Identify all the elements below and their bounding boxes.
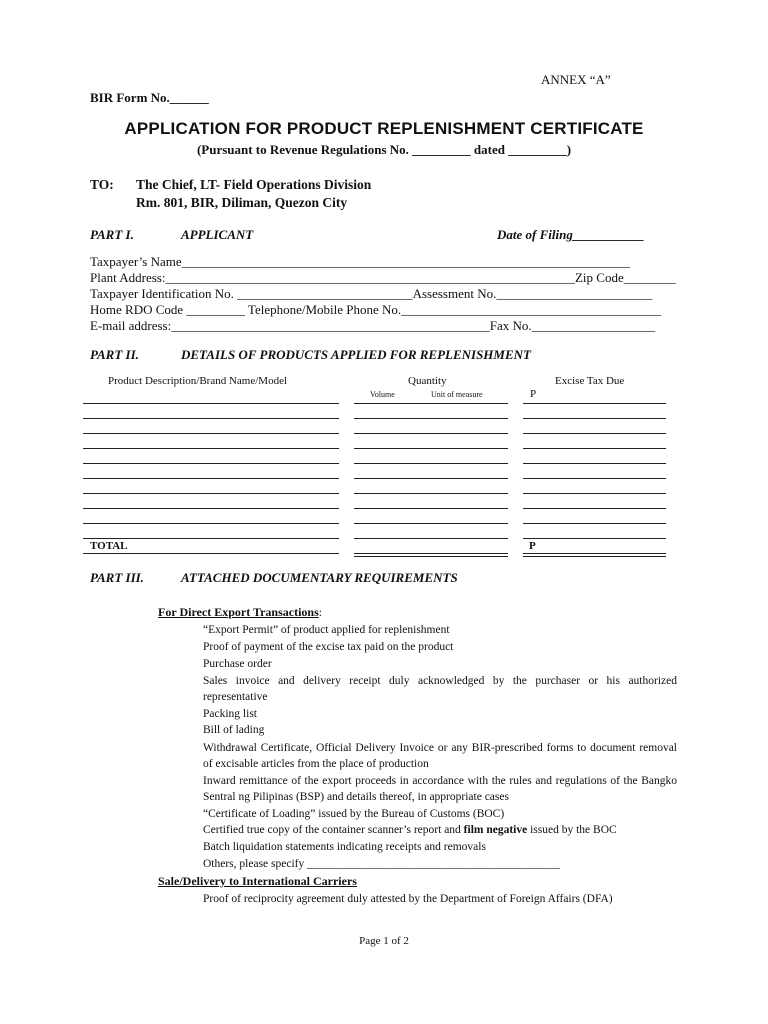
bir-form-number: BIR Form No.______	[90, 90, 209, 105]
table-row-line[interactable]	[83, 508, 339, 509]
volume-subheader: Volume	[370, 390, 395, 399]
requirement-item: Withdrawal Certificate, Official Delivery Invoice or any BIR-prescribed forms to document removal of excisable articles from the place of production	[203, 742, 677, 771]
table-row-line[interactable]	[83, 463, 339, 464]
requirement-item: Proof of payment of the excise tax paid on the product	[203, 641, 454, 653]
date-of-filing-field[interactable]: Date of Filing___________	[497, 227, 645, 242]
part3-heading	[90, 570, 458, 586]
taxpayer-name-field[interactable]: Taxpayer’s Name_____________________________________________________________________	[90, 254, 631, 269]
direct-export-heading	[158, 605, 322, 620]
total-double-underline	[354, 556, 508, 557]
direct-export-heading-text: For Direct Export Transactions	[158, 605, 319, 619]
table-row-line[interactable]	[83, 403, 339, 404]
part2-title: DETAILS OF PRODUCTS APPLIED FOR REPLENISHMENT	[181, 347, 531, 362]
table-row-line[interactable]	[523, 463, 666, 464]
table-row-line[interactable]	[354, 478, 508, 479]
quantity-column-header: Quantity	[408, 375, 447, 387]
unit-subheader: Unit of measure	[431, 390, 483, 399]
total-currency: P	[529, 540, 536, 552]
total-label: TOTAL	[90, 540, 128, 552]
page-title: APPLICATION FOR PRODUCT REPLENISHMENT CERTIFICATE	[124, 119, 644, 138]
total-underline[interactable]	[83, 553, 339, 554]
addressee-line-1	[90, 177, 371, 193]
page-subtitle: (Pursuant to Revenue Regulations No. _________ dated _________)	[196, 142, 572, 157]
requirement-item: “Export Permit” of product applied for replenishment	[203, 624, 450, 636]
addressee-line-2: Rm. 801, BIR, Diliman, Quezon City	[136, 195, 348, 210]
part1-title: APPLICANT	[181, 227, 254, 242]
addressee-office: The Chief, LT- Field Operations Division	[136, 177, 372, 192]
table-row-line[interactable]	[523, 493, 666, 494]
plant-address-field[interactable]: Plant Address:_______________________________________________________________Zip Code________	[90, 270, 676, 285]
table-row-line[interactable]	[354, 523, 508, 524]
table-row-line[interactable]	[354, 433, 508, 434]
requirement-item: Purchase order	[203, 658, 272, 670]
part2-heading	[90, 347, 531, 363]
table-row-line[interactable]	[83, 523, 339, 524]
total-underline[interactable]	[354, 553, 508, 554]
film-negative-text: film negative	[463, 824, 528, 836]
table-row-line[interactable]	[354, 463, 508, 464]
annex-label: ANNEX “A”	[541, 72, 611, 87]
table-row-line[interactable]	[354, 508, 508, 509]
table-row-line[interactable]	[83, 493, 339, 494]
scanner-text-pre: Certified true copy of the container scanner’s report and	[203, 824, 464, 836]
requirement-item: Sales invoice and delivery receipt duly acknowledged by the purchaser or his authorized representative	[203, 675, 677, 704]
requirement-item: Packing list	[203, 708, 257, 720]
table-row-line[interactable]	[523, 523, 666, 524]
currency-p: P	[530, 388, 537, 400]
table-row-line[interactable]	[83, 478, 339, 479]
total-underline[interactable]	[523, 553, 666, 554]
table-row-line[interactable]	[354, 418, 508, 419]
table-row-line[interactable]	[523, 403, 666, 404]
part3-number: PART III.	[90, 570, 144, 585]
table-row-line[interactable]	[354, 538, 508, 539]
table-row-line[interactable]	[523, 538, 666, 539]
excise-tax-column-header: Excise Tax Due	[555, 375, 625, 387]
table-row-line[interactable]	[523, 433, 666, 434]
part2-number: PART II.	[90, 347, 139, 362]
part1-heading	[90, 227, 253, 243]
table-row-line[interactable]	[523, 448, 666, 449]
table-row-line[interactable]	[354, 448, 508, 449]
requirement-item: Proof of reciprocity agreement duly attested by the Department of Foreign Affairs (DFA)	[203, 893, 613, 905]
table-row-line[interactable]	[354, 493, 508, 494]
requirement-item: Bill of lading	[203, 724, 265, 736]
table-row-line[interactable]	[83, 418, 339, 419]
table-row-line[interactable]	[523, 508, 666, 509]
part1-number: PART I.	[90, 227, 134, 242]
requirement-item: “Certificate of Loading” issued by the Bureau of Customs (BOC)	[203, 808, 505, 820]
product-column-header: Product Description/Brand Name/Model	[108, 375, 288, 387]
email-fax-field[interactable]: E-mail address:_________________________________________________Fax No.___________________	[90, 318, 656, 333]
table-row-line[interactable]	[523, 478, 666, 479]
to-label: TO:	[90, 177, 114, 192]
table-row-line[interactable]	[354, 403, 508, 404]
rdo-telephone-field[interactable]: Home RDO Code _________ Telephone/Mobile Phone No.________________________________________	[90, 302, 662, 317]
international-carriers-heading: Sale/Delivery to International Carriers	[158, 874, 357, 888]
part3-title: ATTACHED DOCUMENTARY REQUIREMENTS	[181, 570, 458, 585]
requirement-item: Inward remittance of the export proceeds in accordance with the rules and regulations of the Bangko Sentral ng Pilipinas (BSP) and details thereof, in appropriate cases	[203, 775, 677, 804]
table-row-line[interactable]	[523, 418, 666, 419]
scanner-text-post: issued by the BOC	[527, 824, 617, 836]
direct-export-colon: :	[318, 605, 323, 619]
table-row-line[interactable]	[83, 433, 339, 434]
page-number: Page 1 of 2	[359, 935, 409, 947]
others-specify-field[interactable]: Others, please specify ____________________________________________	[203, 858, 561, 870]
table-row-line[interactable]	[83, 448, 339, 449]
requirement-item: Batch liquidation statements indicating receipts and removals	[203, 841, 486, 853]
requirement-item-scanner	[203, 822, 677, 838]
total-double-underline	[523, 556, 666, 557]
table-row-line[interactable]	[83, 538, 339, 539]
tin-assessment-field[interactable]: Taxpayer Identification No. ___________________________Assessment No.________________________	[90, 286, 653, 301]
